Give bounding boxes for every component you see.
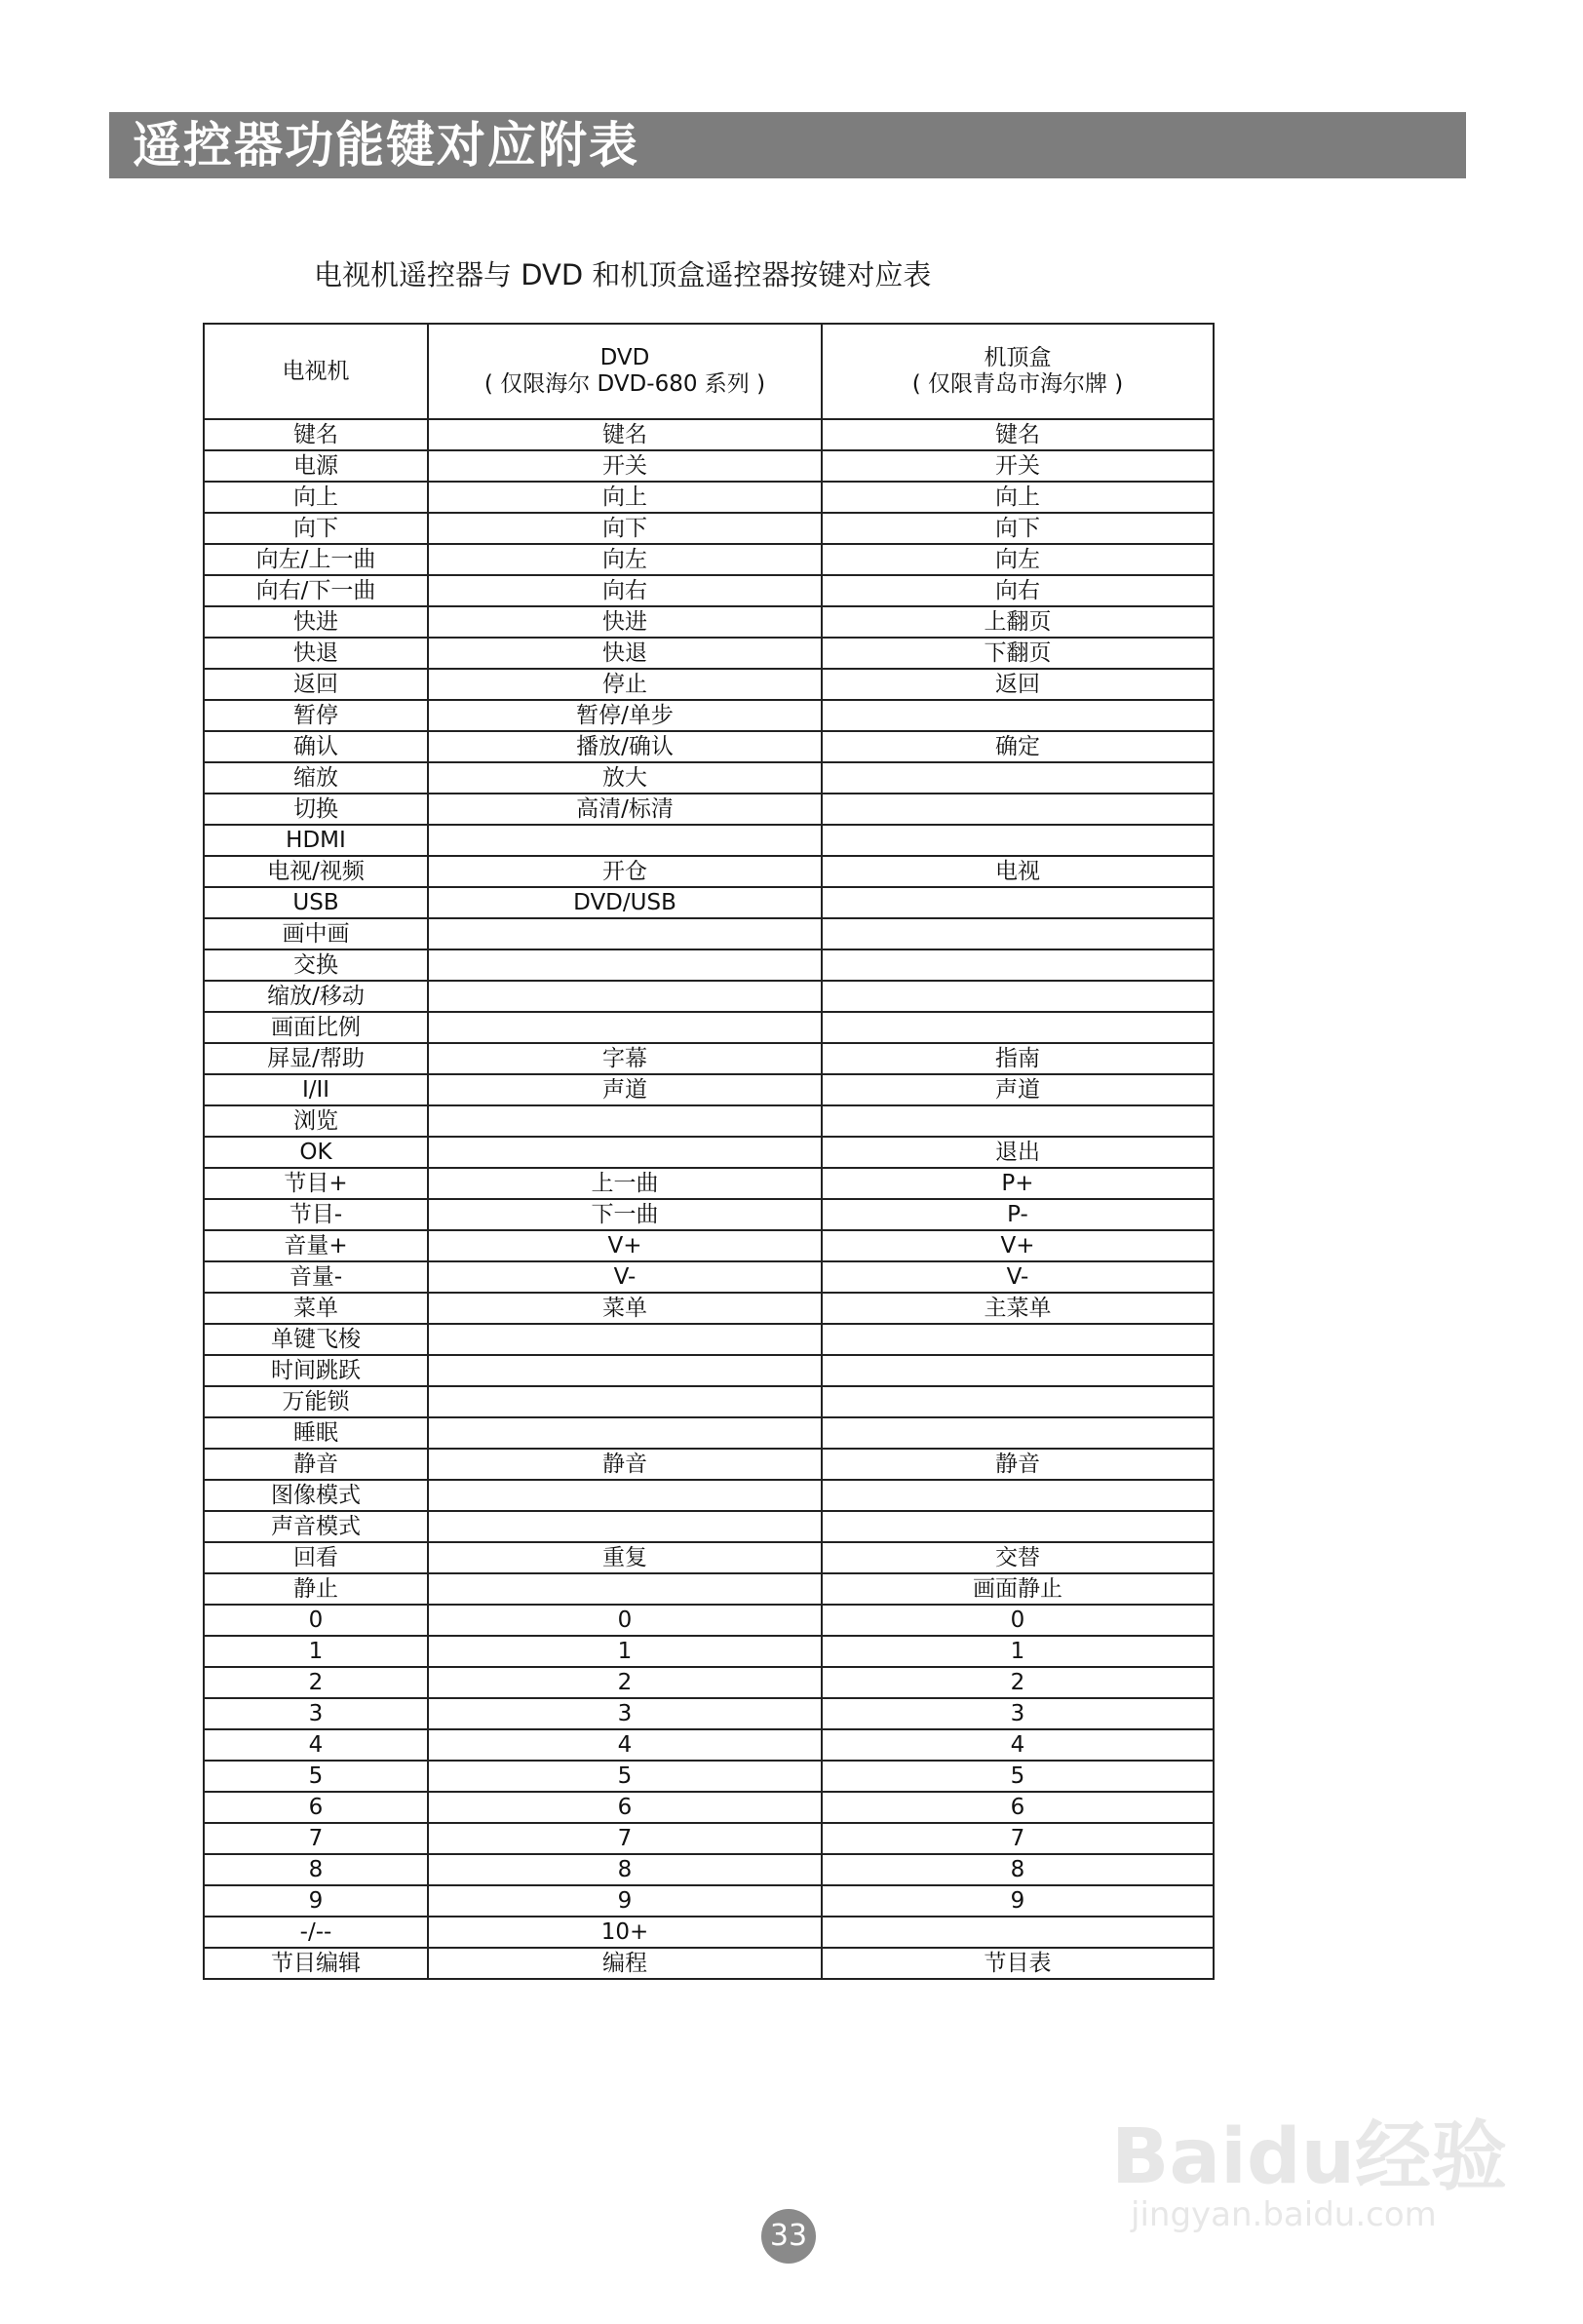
tv-key-cell: 确认	[204, 731, 428, 762]
settop-key-cell: 向上	[822, 482, 1214, 513]
dvd-key-cell: 向上	[428, 482, 822, 513]
table-row	[204, 482, 1214, 513]
remote-key-mapping-table	[203, 323, 1215, 1980]
dvd-key-cell: 快进	[428, 606, 822, 638]
watermark-logo: Baidu经验	[1111, 2113, 1508, 2201]
dvd-key-cell: 10+	[428, 1917, 822, 1948]
tv-key-cell: 交换	[204, 949, 428, 981]
dvd-key-cell: 上一曲	[428, 1168, 822, 1199]
dvd-key-cell: 开仓	[428, 856, 822, 887]
settop-key-cell	[822, 1386, 1214, 1417]
table-row	[204, 1230, 1214, 1261]
settop-key-cell	[822, 1324, 1214, 1355]
tv-key-cell: 向左/上一曲	[204, 544, 428, 575]
dvd-key-cell	[428, 1355, 822, 1386]
header-tv	[204, 324, 428, 419]
tv-key-cell: 电视/视频	[204, 856, 428, 887]
dvd-key-cell	[428, 1573, 822, 1605]
tv-key-cell: 浏览	[204, 1105, 428, 1137]
dvd-key-cell: 向下	[428, 513, 822, 544]
settop-key-cell: 声道	[822, 1074, 1214, 1105]
tv-key-cell: I/II	[204, 1074, 428, 1105]
dvd-key-cell: 快退	[428, 638, 822, 669]
settop-key-cell	[822, 1417, 1214, 1449]
dvd-key-cell: 播放/确认	[428, 731, 822, 762]
table-row	[204, 1261, 1214, 1293]
dvd-key-cell: 字幕	[428, 1043, 822, 1074]
table-row	[204, 887, 1214, 918]
table-row	[204, 544, 1214, 575]
table-row	[204, 1480, 1214, 1511]
table-row	[204, 794, 1214, 825]
settop-key-cell: 指南	[822, 1043, 1214, 1074]
dvd-key-cell: 下一曲	[428, 1199, 822, 1230]
settop-key-cell: 6	[822, 1792, 1214, 1823]
settop-key-cell: 返回	[822, 669, 1214, 700]
table-row	[204, 1168, 1214, 1199]
tv-key-cell: 画面比例	[204, 1012, 428, 1043]
dvd-key-cell	[428, 1386, 822, 1417]
dvd-key-cell	[428, 1324, 822, 1355]
dvd-key-cell: 高清/标清	[428, 794, 822, 825]
table-row	[204, 419, 1214, 450]
table-row	[204, 1449, 1214, 1480]
table-row	[204, 1417, 1214, 1449]
settop-key-cell: 开关	[822, 450, 1214, 482]
dvd-key-cell: 声道	[428, 1074, 822, 1105]
table-row	[204, 1137, 1214, 1168]
settop-key-cell: 向右	[822, 575, 1214, 606]
dvd-key-cell: 向右	[428, 575, 822, 606]
page-number: 33	[761, 2209, 816, 2264]
table-row	[204, 700, 1214, 731]
settop-key-cell	[822, 762, 1214, 794]
table-row	[204, 513, 1214, 544]
tv-key-cell: 回看	[204, 1542, 428, 1573]
dvd-key-cell	[428, 1511, 822, 1542]
tv-key-cell: 向下	[204, 513, 428, 544]
tv-key-cell: 图像模式	[204, 1480, 428, 1511]
settop-key-cell: 电视	[822, 856, 1214, 887]
table-row	[204, 1199, 1214, 1230]
settop-key-cell: 向左	[822, 544, 1214, 575]
dvd-key-cell	[428, 1105, 822, 1137]
tv-key-cell: 屏显/帮助	[204, 1043, 428, 1074]
header-tv-label: 电视机	[282, 358, 350, 384]
table-row	[204, 856, 1214, 887]
dvd-key-cell	[428, 1137, 822, 1168]
settop-key-cell: 退出	[822, 1137, 1214, 1168]
table-row	[204, 825, 1214, 856]
table-row	[204, 669, 1214, 700]
table-body	[204, 419, 1214, 1979]
table-row	[204, 1511, 1214, 1542]
tv-key-cell: 7	[204, 1823, 428, 1854]
settop-key-cell: 节目表	[822, 1948, 1214, 1979]
settop-key-cell: 静音	[822, 1449, 1214, 1480]
tv-key-cell: 4	[204, 1729, 428, 1761]
settop-key-cell	[822, 1105, 1214, 1137]
settop-key-cell: 键名	[822, 419, 1214, 450]
tv-key-cell: 9	[204, 1885, 428, 1917]
settop-key-cell	[822, 700, 1214, 731]
settop-key-cell	[822, 825, 1214, 856]
dvd-key-cell: 放大	[428, 762, 822, 794]
dvd-key-cell: 9	[428, 1885, 822, 1917]
tv-key-cell: 菜单	[204, 1293, 428, 1324]
tv-key-cell: 缩放	[204, 762, 428, 794]
settop-key-cell: 2	[822, 1667, 1214, 1698]
tv-key-cell: 节目编辑	[204, 1948, 428, 1979]
dvd-key-cell: 5	[428, 1761, 822, 1792]
settop-key-cell: P-	[822, 1199, 1214, 1230]
dvd-key-cell	[428, 981, 822, 1012]
tv-key-cell: 时间跳跃	[204, 1355, 428, 1386]
table-row	[204, 981, 1214, 1012]
dvd-key-cell: 4	[428, 1729, 822, 1761]
table-row	[204, 1885, 1214, 1917]
settop-key-cell: 画面静止	[822, 1573, 1214, 1605]
settop-key-cell: 确定	[822, 731, 1214, 762]
table-row	[204, 1667, 1214, 1698]
settop-key-cell: 向下	[822, 513, 1214, 544]
settop-key-cell: 上翻页	[822, 606, 1214, 638]
settop-key-cell	[822, 794, 1214, 825]
table-row	[204, 1043, 1214, 1074]
dvd-key-cell: 编程	[428, 1948, 822, 1979]
dvd-key-cell: V+	[428, 1230, 822, 1261]
table-row	[204, 1324, 1214, 1355]
tv-key-cell: 电源	[204, 450, 428, 482]
tv-key-cell: 1	[204, 1636, 428, 1667]
dvd-key-cell: 2	[428, 1667, 822, 1698]
table-row	[204, 1854, 1214, 1885]
settop-key-cell: 7	[822, 1823, 1214, 1854]
dvd-key-cell: 停止	[428, 669, 822, 700]
dvd-key-cell: 菜单	[428, 1293, 822, 1324]
table-caption: 电视机遥控器与 DVD 和机顶盒遥控器按键对应表	[314, 258, 932, 291]
table-row	[204, 1074, 1214, 1105]
header-settop-label: 机顶盒	[984, 345, 1052, 370]
tv-key-cell: 8	[204, 1854, 428, 1885]
tv-key-cell: 暂停	[204, 700, 428, 731]
tv-key-cell: 快退	[204, 638, 428, 669]
table-row	[204, 1948, 1214, 1979]
tv-key-cell: 画中画	[204, 918, 428, 949]
table-row	[204, 1105, 1214, 1137]
tv-key-cell: 单键飞梭	[204, 1324, 428, 1355]
table-row	[204, 762, 1214, 794]
settop-key-cell	[822, 1480, 1214, 1511]
settop-key-cell: 1	[822, 1636, 1214, 1667]
table-row	[204, 450, 1214, 482]
table-row	[204, 638, 1214, 669]
tv-key-cell: 节目-	[204, 1199, 428, 1230]
table-row	[204, 1636, 1214, 1667]
page-title: 遥控器功能键对应附表	[133, 117, 639, 174]
dvd-key-cell	[428, 1012, 822, 1043]
dvd-key-cell: 开关	[428, 450, 822, 482]
settop-key-cell: 交替	[822, 1542, 1214, 1573]
tv-key-cell: 返回	[204, 669, 428, 700]
dvd-key-cell: 8	[428, 1854, 822, 1885]
settop-key-cell	[822, 981, 1214, 1012]
tv-key-cell: 音量+	[204, 1230, 428, 1261]
tv-key-cell: 3	[204, 1698, 428, 1729]
tv-key-cell: 音量-	[204, 1261, 428, 1293]
settop-key-cell	[822, 1012, 1214, 1043]
table-row	[204, 949, 1214, 981]
table-row	[204, 1917, 1214, 1948]
dvd-key-cell: 向左	[428, 544, 822, 575]
section-title-bar	[109, 112, 1466, 178]
table-row	[204, 575, 1214, 606]
tv-key-cell: 向右/下一曲	[204, 575, 428, 606]
table-row	[204, 731, 1214, 762]
settop-key-cell: 8	[822, 1854, 1214, 1885]
tv-key-cell: USB	[204, 887, 428, 918]
settop-key-cell: 主菜单	[822, 1293, 1214, 1324]
settop-key-cell	[822, 1355, 1214, 1386]
settop-key-cell: V+	[822, 1230, 1214, 1261]
table-row	[204, 1012, 1214, 1043]
settop-key-cell: V-	[822, 1261, 1214, 1293]
tv-key-cell: 6	[204, 1792, 428, 1823]
settop-key-cell: 3	[822, 1698, 1214, 1729]
tv-key-cell: 万能锁	[204, 1386, 428, 1417]
header-dvd-note: ( 仅限海尔 DVD-680 系列 )	[483, 371, 766, 397]
dvd-key-cell	[428, 1480, 822, 1511]
dvd-key-cell: 1	[428, 1636, 822, 1667]
tv-key-cell: 5	[204, 1761, 428, 1792]
settop-key-cell	[822, 887, 1214, 918]
settop-key-cell: P+	[822, 1168, 1214, 1199]
dvd-key-cell: 3	[428, 1698, 822, 1729]
table-row	[204, 1823, 1214, 1854]
tv-key-cell: 向上	[204, 482, 428, 513]
settop-key-cell: 0	[822, 1605, 1214, 1636]
watermark-url: jingyan.baidu.com	[1131, 2195, 1437, 2234]
tv-key-cell: 静止	[204, 1573, 428, 1605]
tv-key-cell: 缩放/移动	[204, 981, 428, 1012]
settop-key-cell	[822, 918, 1214, 949]
dvd-key-cell: 重复	[428, 1542, 822, 1573]
tv-key-cell: 切换	[204, 794, 428, 825]
table-header-row	[204, 324, 1214, 419]
table-row	[204, 1355, 1214, 1386]
settop-key-cell: 下翻页	[822, 638, 1214, 669]
dvd-key-cell: 6	[428, 1792, 822, 1823]
tv-key-cell: 快进	[204, 606, 428, 638]
header-dvd-label: DVD	[599, 345, 650, 370]
dvd-key-cell: 暂停/单步	[428, 700, 822, 731]
dvd-key-cell: 键名	[428, 419, 822, 450]
table-row	[204, 1573, 1214, 1605]
table-row	[204, 1698, 1214, 1729]
table-row	[204, 1293, 1214, 1324]
tv-key-cell: HDMI	[204, 825, 428, 856]
tv-key-cell: 0	[204, 1605, 428, 1636]
dvd-key-cell	[428, 1417, 822, 1449]
tv-key-cell: 静音	[204, 1449, 428, 1480]
dvd-key-cell: 静音	[428, 1449, 822, 1480]
tv-key-cell: 键名	[204, 419, 428, 450]
settop-key-cell	[822, 1917, 1214, 1948]
header-dvd	[428, 324, 822, 419]
table-row	[204, 1729, 1214, 1761]
settop-key-cell	[822, 1511, 1214, 1542]
dvd-key-cell	[428, 825, 822, 856]
dvd-key-cell: 0	[428, 1605, 822, 1636]
settop-key-cell: 5	[822, 1761, 1214, 1792]
header-settop-box	[822, 324, 1214, 419]
dvd-key-cell	[428, 949, 822, 981]
settop-key-cell	[822, 949, 1214, 981]
tv-key-cell: 2	[204, 1667, 428, 1698]
baidu-watermark	[1111, 2076, 1508, 2262]
tv-key-cell: 声音模式	[204, 1511, 428, 1542]
tv-key-cell: -/--	[204, 1917, 428, 1948]
tv-key-cell: OK	[204, 1137, 428, 1168]
table-row	[204, 1605, 1214, 1636]
table-row	[204, 1542, 1214, 1573]
header-settop-note: ( 仅限青岛市海尔牌 )	[911, 371, 1124, 397]
table-row	[204, 918, 1214, 949]
table-row	[204, 1386, 1214, 1417]
table-row	[204, 1761, 1214, 1792]
tv-key-cell: 睡眠	[204, 1417, 428, 1449]
dvd-key-cell: V-	[428, 1261, 822, 1293]
dvd-key-cell: 7	[428, 1823, 822, 1854]
dvd-key-cell: DVD/USB	[428, 887, 822, 918]
table-row	[204, 606, 1214, 638]
tv-key-cell: 节目+	[204, 1168, 428, 1199]
table-row	[204, 1792, 1214, 1823]
settop-key-cell: 9	[822, 1885, 1214, 1917]
dvd-key-cell	[428, 918, 822, 949]
settop-key-cell: 4	[822, 1729, 1214, 1761]
